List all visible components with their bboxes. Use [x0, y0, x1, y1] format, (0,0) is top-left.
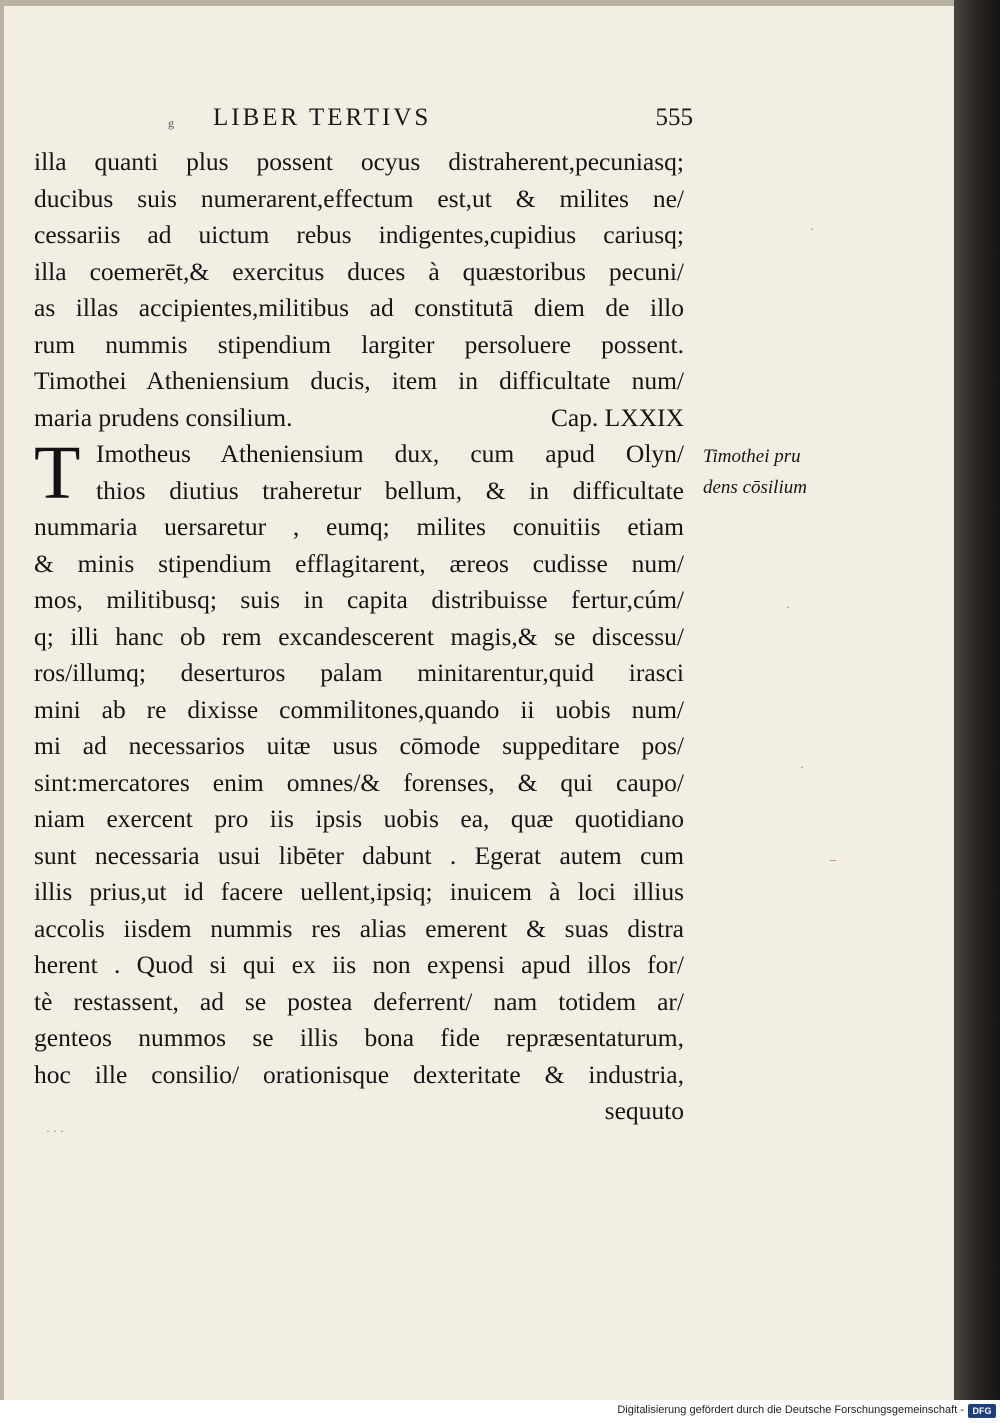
digitization-credit: Digitalisierung gefördert durch die Deutsche Forschungsgemeinschaft - [617, 1404, 964, 1416]
text-line: tè restassent, ad se postea deferrent/ nam totidem ar/ [34, 986, 684, 1016]
catchword: sequuto [604, 1096, 684, 1125]
chapter-caption-line: Timothei Atheniensium ducis, item in difficultate num/ [34, 366, 684, 395]
text-line: mini ab re dixisse commilitones,quando ii uobis num/ [34, 694, 684, 724]
text-line: illa quanti plus possent ocyus distraherent,pecuniasq; [34, 147, 684, 176]
dfg-logo: DFG [968, 1404, 996, 1418]
book-spine-shadow [954, 0, 1000, 1404]
text-line: herent . Quod si qui ex iis non expensi apud illos for/ [34, 950, 684, 979]
marginal-note [703, 441, 833, 503]
text-line: illa coemerēt,& exercitus duces à quæstoribus pecuni/ [34, 256, 684, 286]
chapter-number: Cap. LXXIX [550, 402, 684, 432]
text-line: & minis stipendium efflagitarent, æreos cudisse num/ [34, 548, 684, 578]
text-line: sunt necessaria usui libēter dabunt . Egerat autem cum [34, 840, 684, 870]
text-line: hoc ille consilio/ orationisque dexteritate & industria, [34, 1059, 684, 1089]
paper-speck: · · · [46, 1124, 64, 1138]
text-line: q; illi hanc ob rem excandescerent magis,& se discessu/ [34, 621, 684, 651]
main-text-block [34, 144, 684, 1130]
paper-speck: · [786, 600, 790, 614]
marginal-note-line: dens cōsilium [703, 477, 807, 498]
text-line: rum nummis stipendium largiter persoluere possent. [34, 329, 684, 359]
running-title: LIBER TERTIVS [213, 104, 432, 131]
text-line: Imotheus Atheniensium dux, cum apud Olyn/ [96, 439, 684, 468]
running-header [213, 104, 693, 136]
marginal-note-line: Timothei pru [703, 446, 801, 467]
page-number: 555 [655, 104, 693, 131]
text-line: sint:mercatores enim omnes/& forenses, & qui caupo/ [34, 767, 684, 797]
text-line: cessariis ad uictum rebus indigentes,cupidius cariusq; [34, 220, 684, 249]
header-mark: g [168, 116, 174, 130]
text-line: illis prius,ut id facere uellent,ipsiq; inuicem à loci illius [34, 877, 684, 906]
text-line: thios diutius traheretur bellum, & in difficultate [96, 475, 684, 505]
text-line: ros/illumq; deserturos palam minitarentur,quid irasci [34, 658, 684, 687]
chapter-caption-line [34, 400, 684, 437]
text-line: mi ad necessarios uitæ usus cōmode suppeditare pos/ [34, 731, 684, 760]
text-line: nummaria uersaretur , eumq; milites conuitiis etiam [34, 512, 684, 541]
text-line: ducibus suis numerarent,effectum est,ut & milites ne/ [34, 183, 684, 213]
text-line: genteos nummos se illis bona fide repræsentaturum, [34, 1023, 684, 1052]
paper-speck: – [830, 852, 836, 866]
text-line: as illas accipientes,militibus ad constitutā diem de illo [34, 293, 684, 322]
chapter-caption-text: maria prudens consilium. [34, 402, 293, 432]
text-line: niam exercent pro iis ipsis uobis ea, quæ quotidiano [34, 804, 684, 833]
text-line: accolis iisdem nummis res alias emerent & suas distra [34, 913, 684, 943]
paper-speck: · [810, 222, 814, 236]
drop-cap-initial: T [34, 431, 81, 515]
paper-speck: · [800, 760, 804, 774]
text-line: mos, militibusq; suis in capita distribuisse fertur,cúm/ [34, 585, 684, 614]
